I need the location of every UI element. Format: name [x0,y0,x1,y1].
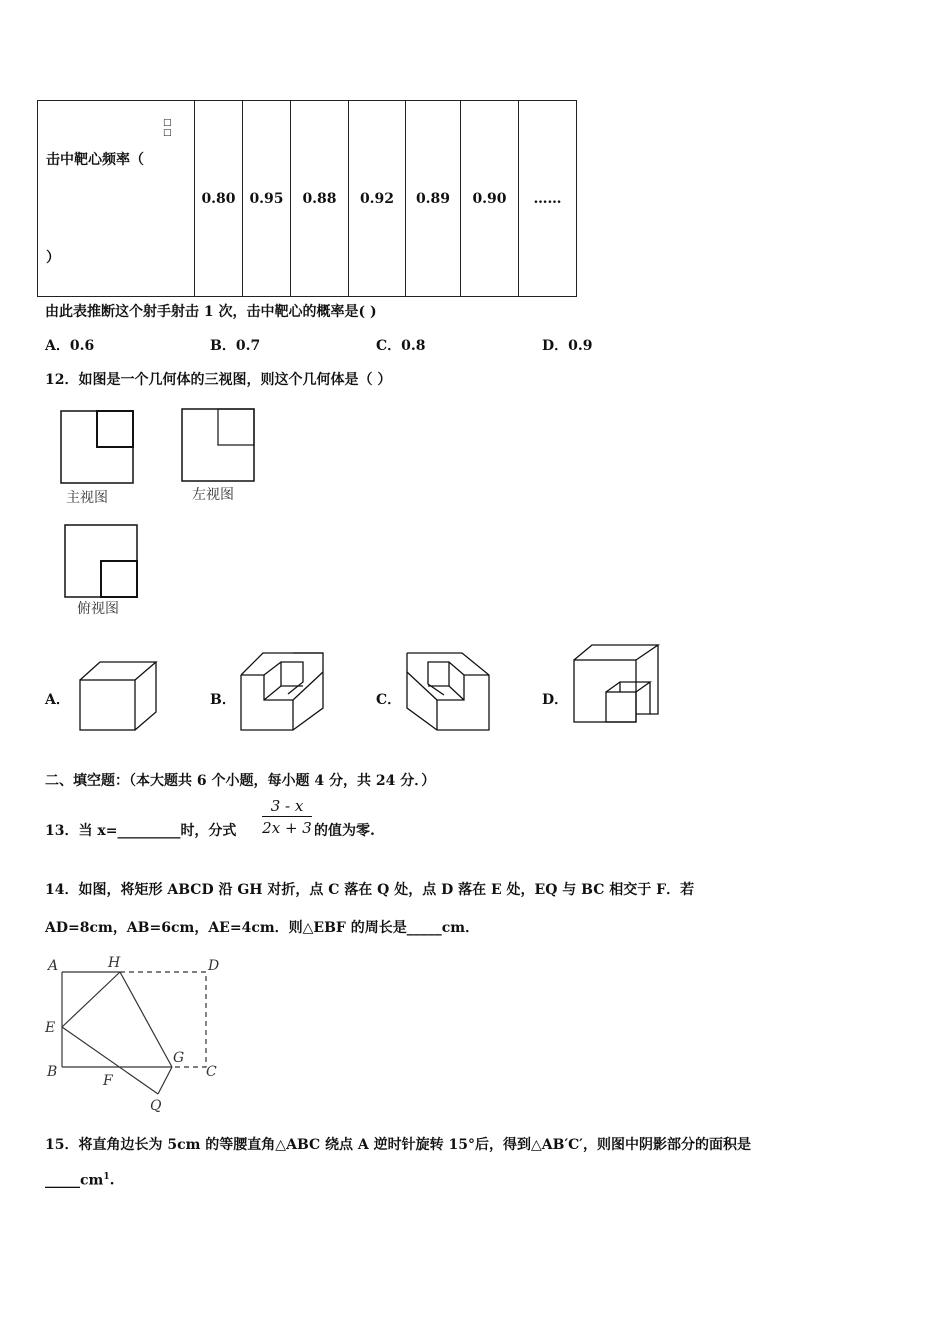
q11-option-d: D．0.9 [542,338,593,354]
point-label-b: B [47,1064,58,1080]
q15-line1: 15．将直角边长为 5cm 的等腰直角△ABC 绕点 A 逆时针旋转 15°后，得到△AB′C′，则图中阴影部分的面积是 [45,1137,751,1153]
q12-option-c-label: C． [376,692,402,708]
option-a-cube-figure [78,660,160,732]
q15-unit-sup: 1 [103,1172,110,1182]
point-label-a: A [48,958,59,974]
option-d-step-cube-figure [570,642,662,726]
q12-option-d-label: D． [542,692,569,708]
q14-rectangle-fold-figure [40,952,230,1114]
section2-heading: 二、填空题：（本大题共 6 个小题，每小题 4 分，共 24 分．） [45,773,436,789]
q15-line2 [45,1172,114,1189]
point-label-g: G [173,1050,185,1066]
q15-unit: cm [80,1172,104,1189]
q15-blank[interactable]: _____ [45,1172,80,1189]
table-row-label [38,101,195,297]
front-view-figure [60,410,135,485]
option-c-notched-cube-figure [404,650,494,734]
front-view-caption: 主视图 [66,490,108,506]
option-b-notched-cube-figure [238,650,326,734]
q15-end: . [109,1172,115,1189]
q13-denominator: 2x + 3 [262,819,312,837]
frequency-table [37,100,577,297]
table-cell: 0.92 [349,101,406,297]
q13-suffix: 的值为零. [314,823,375,839]
top-view-figure [64,524,139,599]
top-view-caption: 俯视图 [77,601,119,617]
table-cell: 0.88 [291,101,349,297]
table-cell: 0.95 [243,101,291,297]
q12-stem: 12．如图是一个几何体的三视图，则这个几何体是（ ） [45,372,392,388]
side-view-caption: 左视图 [192,487,234,503]
q13-numerator: 3 - x [270,797,304,815]
q14-line2: AD=8cm，AB=6cm，AE=4cm．则△EBF 的周长是_____cm． [45,920,480,936]
point-label-h: H [108,955,121,971]
q11-option-a: A．0.6 [45,338,95,354]
side-view-figure [181,408,256,483]
q13-blank[interactable]: _________ [117,823,181,839]
point-label-q: Q [150,1098,162,1114]
q13-prefix: 13．当 x= [45,823,118,839]
row-label-text: 击中靶心频率（ [46,152,144,168]
q12-option-a-label: A． [45,692,70,708]
q13-mid: 时，分式 [180,823,237,839]
table-cell: …… [519,101,577,297]
table-cell: 0.90 [461,101,519,297]
point-label-e: E [45,1020,56,1036]
point-label-d: D [208,958,220,974]
row-label-close: ） [46,250,60,266]
q14-line1: 14．如图，将矩形 ABCD 沿 GH 对折，点 C 落在 Q 处，点 D 落在 E 处，EQ 与 BC 相交于 F．若 [45,882,695,898]
point-label-c: C [206,1064,217,1080]
q13-line [45,820,236,840]
q12-option-b-label: B． [210,692,236,708]
table-cell: 0.89 [406,101,461,297]
q11-option-c: C．0.8 [376,338,426,354]
q11-stem: 由此表推断这个射手射击 1 次，击中靶心的概率是( ) [45,304,377,320]
table-cell: 0.80 [195,101,243,297]
table-row [38,101,577,297]
point-label-f: F [103,1073,113,1089]
row-label-small-glyph: □ □ [163,118,172,138]
q13-fraction [262,797,312,837]
q11-option-b: B．0.7 [210,338,261,354]
